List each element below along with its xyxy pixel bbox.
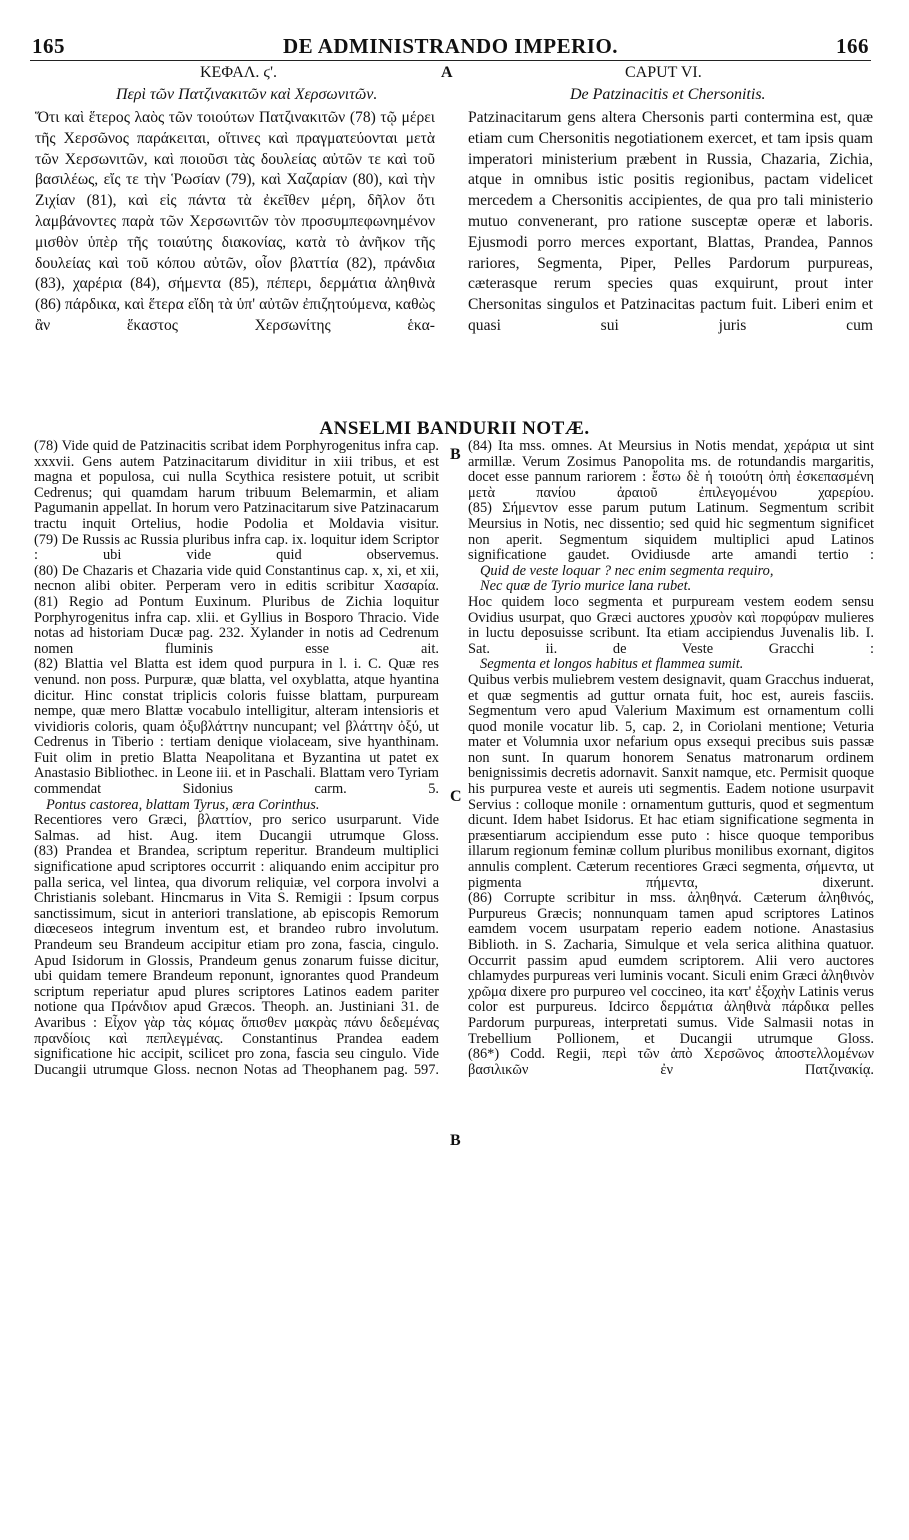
note-85-continued: Hoc quidem loco segmenta et purpuream vestem eodem sensu Ovidius usurpat, quo Græci auctores χρυσὸν καὶ πορφύραν mulieres in luctu deposuisse scribunt. Ita etiam accipiendus Juvenalis lib. I. Sat. ii. de Veste Gracchi : [468, 593, 874, 657]
note-85-continued-2: Quibus verbis muliebrem vestem designavit, quam Gracchus induerat, et quæ segmentis ad guttur ornata fuit, hoc est, aureis fasciis. Segmentum vero apud Valerium Maximum est ornamentum colli quod monile vocatur lib. 5, cap. 2, in Coriolani mentione; Veturia mater et Volumnia uxor nefarium opus exsequi precibus suis passæ non sunt. In quarum honorem Senatus matronarum ordinem benignissimis decretis adornavit. Sanxit namque, etc. Permisit quoque his purpurea veste et aureis uti segmentis. Eadem notione usurpavit Servius : colloque monile : ornamentum gutturis, quod et segmentum dicunt. Idem habet Isidorus. Et hac etiam significatione segmenta in præsentiarum accipiendum esse puto : hisce quoque temporibus illarum regionum feminæ collum pluribus monilibus exornant, digitos annulis complent. Cæterum recentiores Græci segmenta, σήμεντα, ut pigmenta πήμεντα, dixerunt. [468, 671, 874, 891]
header-rule [30, 60, 871, 61]
chapter-heading-latin: CAPUT VI. [625, 64, 702, 81]
note-86-star: (86*) Codd. Regii, περὶ τῶν ἀπὸ Χερσῶνος ἀποστελλομένων βασιλικῶν ἐν Πατζινακίᾳ. [468, 1046, 874, 1078]
note-84: (84) Ita mss. omnes. At Meursius in Notis mendat, χεράρια ut sint armillæ. Verum Zosimus Panopolita ms. de rotundandis margaritis, docet esse pannum rariorem : ἔστω δὲ ἡ τοιούτη ὀπὴ ἐσκεπασμένη μετὰ πανίου ἀραιοῦ ἐπιλεγομένου χαρερίου. [468, 438, 874, 501]
running-title: DE ADMINISTRANDO IMPERIO. [282, 34, 619, 58]
note-86: (86) Corrupte scribitur in mss. ἀληθηνά. Cæterum ἀληθινός, Purpureus Græcis; nonnunquam tamen apud scriptores Latinos eamdem vocem usurpatam reperio eadem notione. Anastasius Biblioth. in S. Zacharia, Simulque et vela serica alithina quatuor. Occurrit passim apud eumdem scriptorem. Alii vero auctores chlamydes purpureas veri luminis vocant. Siculi enim Græci ἀληθινὸν χρῶμα dixere pro purpureo vel coccineo, ita κατ' ἐξοχὴν Latinis verus color est purpureus. Idcirco δερμάτια ἀληθινὰ πάρδικα pelles Pardorum purpureas, interpretati sumus. Vide Salmasii notas in Trebellium Pollionem, et Ducangii utrumque Gloss. [468, 890, 874, 1047]
note-85-verse-3: Segmenta et longos habitus et flammea sumit. [480, 656, 744, 673]
greek-paragraph: Ὅτι καὶ ἕτερος λαὸς τῶν τοιούτων Πατζινακιτῶν (78) τῷ μέρει τῆς Χερσῶνος παράκειται, οἵτινες καὶ πραγματεύονται μετὰ τῶν Χερσωνιτῶν, καὶ ποιοῦσι τὰς δουλείας αὐτῶν τε καὶ τοῦ βασιλέως, εἴς τε τὴν Ῥωσίαν (79), καὶ Χαζαρίαν (80), καὶ τὴν Ζιχίαν (81), καὶ εἰς πάντα τὰ ἐκεῖθεν μέρη, δῆλον ὅτι λαμβάνοντες παρὰ τῶν Χερσωνιτῶν τὸν προσυμπεφωνημένον μισθὸν ὑπὲρ τῆς τοιαύτης διακονίας, κατὰ τὸ ἀνῆκον τῆς δουλείας καὶ τοῦ κόπου αὐτῶν, οἷον βλαττία (82), πράνδια (83), χαρέρια (84), σήμεντα (85), πέπερι, δερμάτια ἀληθινὰ (86) πάρδικα, καὶ ἕτερα εἴδη τὰ ὑπ' αὐτῶν ἐπιζητούμενα, καθὼς ἂν ἕκαστος Χερσωνίτης ἑκα- [35, 109, 435, 334]
note-82-continued: Recentiores vero Græci, βλαττίον, pro serico usurparunt. Vide Salmas. ad hist. Aug. item Ducangii utrumque Gloss. [34, 812, 439, 844]
note-85-verse-1: Quid de veste loquar ? nec enim segmenta requiro, [480, 562, 774, 579]
greek-text-column [35, 108, 435, 337]
margin-marker-b-lower: B [450, 1132, 461, 1149]
note-78: (78) Vide quid de Patzinacitis scribat idem Porphyrogenitus infra cap. xxxvii. Gens autem Patzinacitarum dividitur in xiii tribus, et est magna et populosa, cui nulla Scythica resistere potuit, ut scribit Cedrenus; qui quamdam harum tribuum Belemarmin, et aliam Pagumanin appellat. In horum vero Patzinacitarum sive Patzinacarum tractu inquit Ortelius, hodie Podolia et Moldavia visitur. [34, 438, 439, 532]
note-80: (80) De Chazaris et Chazaria vide quid Constantinus cap. x, xi, et xii, necnon alibi obiter. Perperam vero in editis scribitur Χασαρία. [34, 562, 439, 595]
notes-right-column [468, 439, 874, 1078]
note-85: (85) Σήμεντον esse parum putum Latinum. Segmentum scribit Meursius in Notis, nec dissentio; sed quid hic segmentum significet non aperit. Segmentum siquidem multiplici apud Latinos significatione gaudet. Ovidiusde arte amandi tertio : [468, 500, 874, 564]
note-81: (81) Regio ad Pontum Euxinum. Pluribus de Zichia loquitur Porphyrogenitus infra cap. xlii. et Gyllius in Bosporo Thracio. Vide notas ad historiam Ducæ pag. 232. Xylander in notis ad Cedrenum nomen fluminis esse ait. [34, 593, 439, 657]
chapter-heading-greek: ΚΕΦΑΛ. ϛ'. [200, 64, 278, 81]
note-85-verse-2: Nec quæ de Tyrio murice lana rubet. [480, 578, 692, 595]
latin-text-column [468, 108, 873, 337]
margin-marker-b: B [450, 446, 461, 463]
page-number-left: 165 [32, 34, 65, 58]
note-82: (82) Blattia vel Blatta est idem quod purpura in l. i. C. Quæ res venund. non poss. Purpuræ, quæ blatta, vel oxyblatta, atque hyantina dicitur. Hinc constat triplicis coloris fuisse blattam, purpuream nempe, quæ mero Blattæ vocabulo intelligitur, alteram intensioris et vividioris coloris, quam ὀξυβλάττην nuncupant; vel βλάττην ὀξύ, ut Cedrenus in Tiberio : tertiam denique violaceam, sive hyanthinam. Fuit olim in pretio Blatta Neapolitana et Byzantina ut patet ex Anastasio Bibliothec. in Leone iii. et in Paschali. Blattam vero Tyriam commendat Sidonius carm. 5. [34, 656, 439, 798]
subtitle-greek: Περὶ τῶν Πατζινακιτῶν καὶ Χερσωνιτῶν. [116, 86, 378, 103]
notes-heading: ANSELMI BANDURII NOTÆ. [319, 418, 590, 439]
note-79: (79) De Russis ac Russia pluribus infra cap. ix. loquitur idem Scriptor : ubi vide quid observemus. [34, 531, 439, 564]
margin-marker-a: A [441, 64, 453, 81]
latin-paragraph: Patzinacitarum gens altera Chersonis parti conterminа est, quæ etiam cum Chersonitis negotiationem exercet, et tam ipsis quam imperatori ministerium præbent in Russia, Chazaria, Zichia, atque in omnibus istic positis regionibus, pactam videlicet mercedem a Chersonitis accipientes, de qua pro tali ministerio mutuo convenerant, pro ratione susceptæ operæ et laboris. Ejusmodi porro merces exportant, Blattas, Prandea, Pannos rariores, Segmenta, Piper, Pelles Pardorum purpureas, cæterasque rerum species quas exquirunt, prout inter Chersonitas singulos et Patzinacitas pactum fuit. Liberi enim et quasi sui juris cum [468, 109, 873, 334]
margin-marker-c: C [450, 788, 462, 805]
note-82-verse: Pontus castorea, blattam Tyrus, æra Corinthus. [46, 796, 320, 813]
subtitle-latin: De Patzinacitis et Chersonitis. [570, 86, 766, 103]
running-header [32, 34, 869, 58]
notes-left-column [34, 439, 439, 1078]
note-83: (83) Prandea et Brandea, scriptum reperitur. Brandeum multiplici significatione apud scriptores occurrit : aliquando enim accipitur pro palla serica, vel lintea, qua divorum reliquiæ, vel corpora involvi a Christianis solebant. Hincmarus in Vita S. Remigii : Ipsum corpus sanctissimum, sicut in anteriori translatione, ab episcopis Remorum diœceseos integrum inventum est, et brandeo rubro involutum. Prandeum seu Brandeum accipitur etiam pro zona, fascia, cingulo. Apud Isidorum in Glossis, Prandeum genus zonarum fuisse dicitur, ubi quidam temere Brandeum reponunt, ignorantes quod Prandeum scriptum reperiatur apud plures scriptores Latinos eadem pariter notione qua Πράνδιον apud Græcos. Theoph. an. Justiniani 31. de Avaribus : Εἶχον γὰρ τὰς κόμας ὄπισθεν μακρὰς πάνυ δεδεμένας πρανδίοις καὶ πεπλεγμένας. Constantinus Prandea eadem significatione hic accipit, scilicet pro zona, fascia seu cingulo. Vide Ducangii utrumque Gloss. necnon Notas ad Theophanem pag. 597. [34, 843, 439, 1078]
page-number-right: 166 [836, 34, 869, 58]
